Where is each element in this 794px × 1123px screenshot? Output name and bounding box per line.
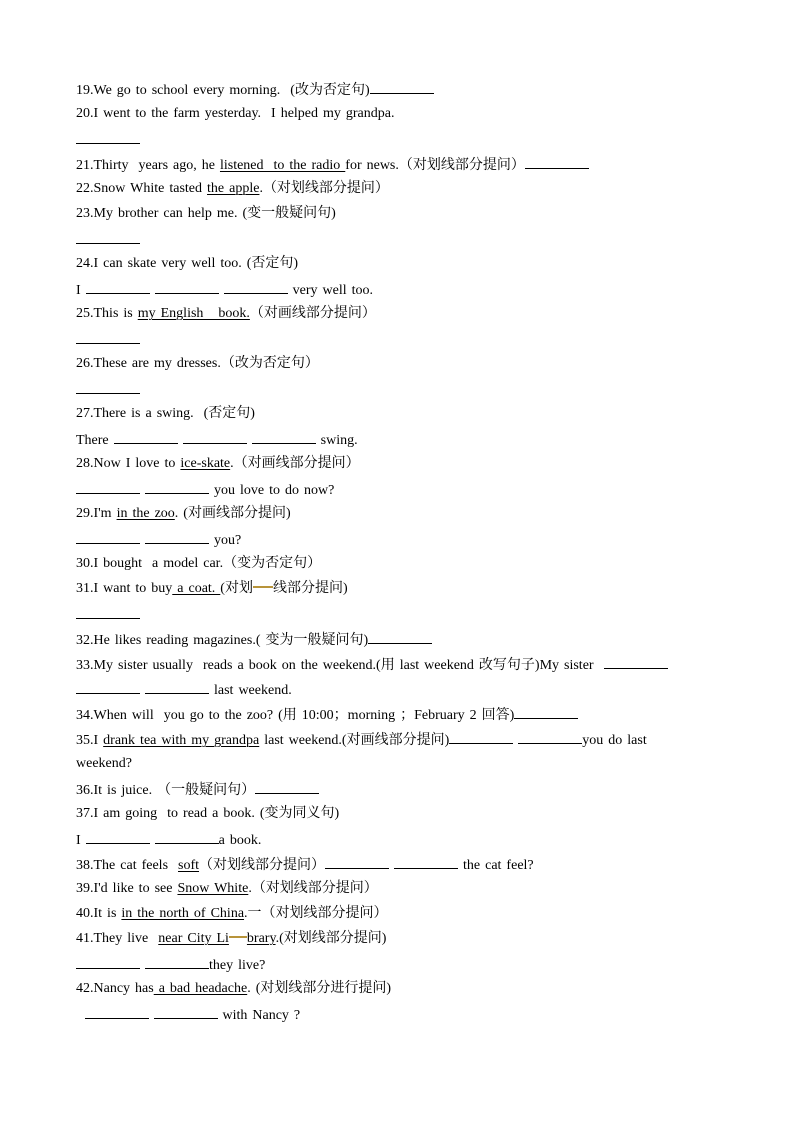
question-text: 25.This is (76, 306, 138, 321)
answer-blank[interactable] (449, 730, 513, 744)
question-line (76, 880, 378, 898)
answer-blank[interactable] (154, 1005, 218, 1019)
answer-blank[interactable] (368, 630, 432, 644)
answer-blank[interactable] (76, 230, 140, 244)
question-text: with Nancy ? (217, 1008, 301, 1023)
answer-blank[interactable] (224, 280, 288, 294)
question-line (76, 355, 319, 373)
question-text: you do last (582, 733, 647, 748)
question-text: 42.Nancy has (76, 981, 154, 996)
question-text: .（对画线部分提问） (230, 456, 360, 471)
question-line (76, 230, 140, 250)
question-text: 41.They live (76, 931, 159, 946)
answer-blank[interactable] (604, 655, 668, 669)
question-text: last weekend.(对画线部分提问) (259, 733, 450, 748)
underlined-phrase: a bad headache (153, 981, 248, 996)
question-text: 26.These are my dresses.（改为否定句） (76, 356, 319, 371)
question-text: . (对画线部分提问) (174, 506, 291, 521)
underlined-phrase: near City Li (158, 931, 229, 946)
answer-blank[interactable] (183, 430, 247, 444)
question-line (76, 605, 140, 625)
question-text: 28.Now I love to (76, 456, 181, 471)
question-text: I (76, 833, 86, 848)
question-text: .(对划线部分提问) (275, 931, 387, 946)
question-text: 36.It is juice. （一般疑问句） (76, 783, 256, 798)
underlined-phrase: in the north of China (121, 906, 245, 921)
question-text: There (76, 433, 114, 448)
question-line (76, 205, 336, 223)
question-text: swing. (315, 433, 358, 448)
decorative-line (229, 936, 247, 938)
question-text: 37.I am going to read a book. (变为同义句) (76, 806, 340, 821)
answer-blank[interactable] (76, 955, 140, 969)
underlined-phrase: a coat. (172, 581, 221, 596)
answer-blank[interactable] (76, 480, 140, 494)
underlined-phrase: the apple (207, 181, 260, 196)
answer-blank[interactable] (76, 130, 140, 144)
question-text: （对画线部分提问） (249, 306, 376, 321)
question-text: they live? (209, 958, 266, 973)
question-text: 38.The cat feels (76, 858, 179, 873)
question-line (76, 180, 389, 198)
underlined-phrase: drank tea with my grandpa (103, 733, 260, 748)
answer-blank[interactable] (85, 1005, 149, 1019)
answer-blank[interactable] (255, 780, 319, 794)
answer-blank[interactable] (145, 530, 209, 544)
question-text: (对划 (220, 581, 253, 596)
question-line (76, 505, 291, 523)
question-text: 29.I'm (76, 506, 117, 521)
answer-blank[interactable] (394, 855, 458, 869)
question-text: 线部分提问) (272, 581, 348, 596)
answer-blank[interactable] (155, 280, 219, 294)
answer-blank[interactable] (76, 330, 140, 344)
answer-blank[interactable] (145, 680, 209, 694)
question-line (76, 130, 140, 150)
question-text: . (对划线部分进行提问) (247, 981, 392, 996)
question-text: weekend? (76, 756, 132, 771)
answer-blank[interactable] (86, 830, 150, 844)
question-line (76, 480, 334, 500)
question-text: （对划线部分提问） (199, 858, 326, 873)
underlined-phrase: ice-skate (180, 456, 231, 471)
question-text: 21.Thirty years ago, he (76, 158, 220, 173)
question-text: 27.There is a swing. (否定句) (76, 406, 255, 421)
question-line (76, 155, 589, 175)
question-text: 34.When will you go to the zoo? (用 10:00；morning ；February 2 回答) (76, 708, 515, 723)
question-text: a book. (218, 833, 262, 848)
question-line (76, 430, 358, 450)
question-line (76, 555, 321, 573)
question-line (76, 305, 376, 323)
answer-blank[interactable] (525, 155, 589, 169)
question-text (76, 1008, 85, 1023)
answer-blank[interactable] (325, 855, 389, 869)
answer-blank[interactable] (76, 680, 140, 694)
question-text: 22.Snow White tasted (76, 181, 208, 196)
question-line (76, 680, 292, 700)
answer-blank[interactable] (518, 730, 582, 744)
question-line (76, 1005, 300, 1025)
question-line (76, 330, 140, 350)
answer-blank[interactable] (76, 530, 140, 544)
underlined-phrase: in the zoo (116, 506, 175, 521)
question-text: I (76, 283, 86, 298)
question-line (76, 580, 348, 598)
answer-blank[interactable] (370, 80, 434, 94)
question-line (76, 655, 668, 675)
question-text: you? (209, 533, 242, 548)
question-line (76, 255, 298, 273)
question-line (76, 855, 534, 875)
question-text: 39.I'd like to see (76, 881, 178, 896)
answer-blank[interactable] (252, 430, 316, 444)
underlined-phrase: listened to the radio (219, 158, 346, 173)
question-line (76, 280, 373, 300)
question-text: 23.My brother can help me. (变一般疑问句) (76, 206, 336, 221)
question-text: last weekend. (209, 683, 292, 698)
question-line (76, 730, 647, 750)
underlined-phrase: soft (178, 858, 200, 873)
question-line (76, 455, 360, 473)
underlined-phrase: Snow White (177, 881, 249, 896)
question-text: 32.He likes reading magazines.( 变为一般疑问句) (76, 633, 369, 648)
question-line (76, 705, 578, 725)
question-line (76, 80, 434, 100)
question-line (76, 105, 395, 123)
question-line (76, 405, 255, 423)
question-text: you love to do now? (209, 483, 335, 498)
question-line (76, 830, 261, 850)
question-text: 19.We go to school every morning. (改为否定句) (76, 83, 370, 98)
answer-blank[interactable] (114, 430, 178, 444)
question-line (76, 980, 391, 998)
question-text: .（对划线部分提问） (248, 881, 378, 896)
answer-blank[interactable] (514, 705, 578, 719)
question-text: 35.I (76, 733, 104, 748)
question-text: very well too. (287, 283, 374, 298)
question-text: 30.I bought a model car.（变为否定句） (76, 556, 322, 571)
question-line (76, 805, 339, 823)
question-text: 33.My sister usually reads a book on the weekend.(用 last weekend 改写句子)My sister (76, 658, 604, 673)
question-text: for news.（对划线部分提问） (345, 158, 525, 173)
question-line (76, 380, 140, 400)
question-line (76, 905, 388, 923)
question-text: 24.I can skate very well too. (否定句) (76, 256, 299, 271)
answer-blank[interactable] (155, 830, 219, 844)
answer-blank[interactable] (145, 480, 209, 494)
answer-blank[interactable] (76, 380, 140, 394)
answer-blank[interactable] (86, 280, 150, 294)
question-text: the cat feel? (458, 858, 534, 873)
question-text: 20.I went to the farm yesterday. I helped my grandpa. (76, 106, 395, 121)
question-text: 40.It is (76, 906, 122, 921)
decorative-line (253, 586, 273, 588)
question-line (76, 930, 386, 948)
underlined-phrase: my English book. (137, 306, 250, 321)
question-text: .一（对划线部分提问） (244, 906, 388, 921)
underlined-phrase: brary (246, 931, 276, 946)
answer-blank[interactable] (145, 955, 209, 969)
question-line (76, 780, 319, 800)
question-line (76, 630, 432, 650)
question-line (76, 755, 132, 773)
question-text: .（对划线部分提问） (259, 181, 389, 196)
question-text: 31.I want to buy (76, 581, 173, 596)
question-line (76, 955, 265, 975)
answer-blank[interactable] (76, 605, 140, 619)
question-line (76, 530, 241, 550)
